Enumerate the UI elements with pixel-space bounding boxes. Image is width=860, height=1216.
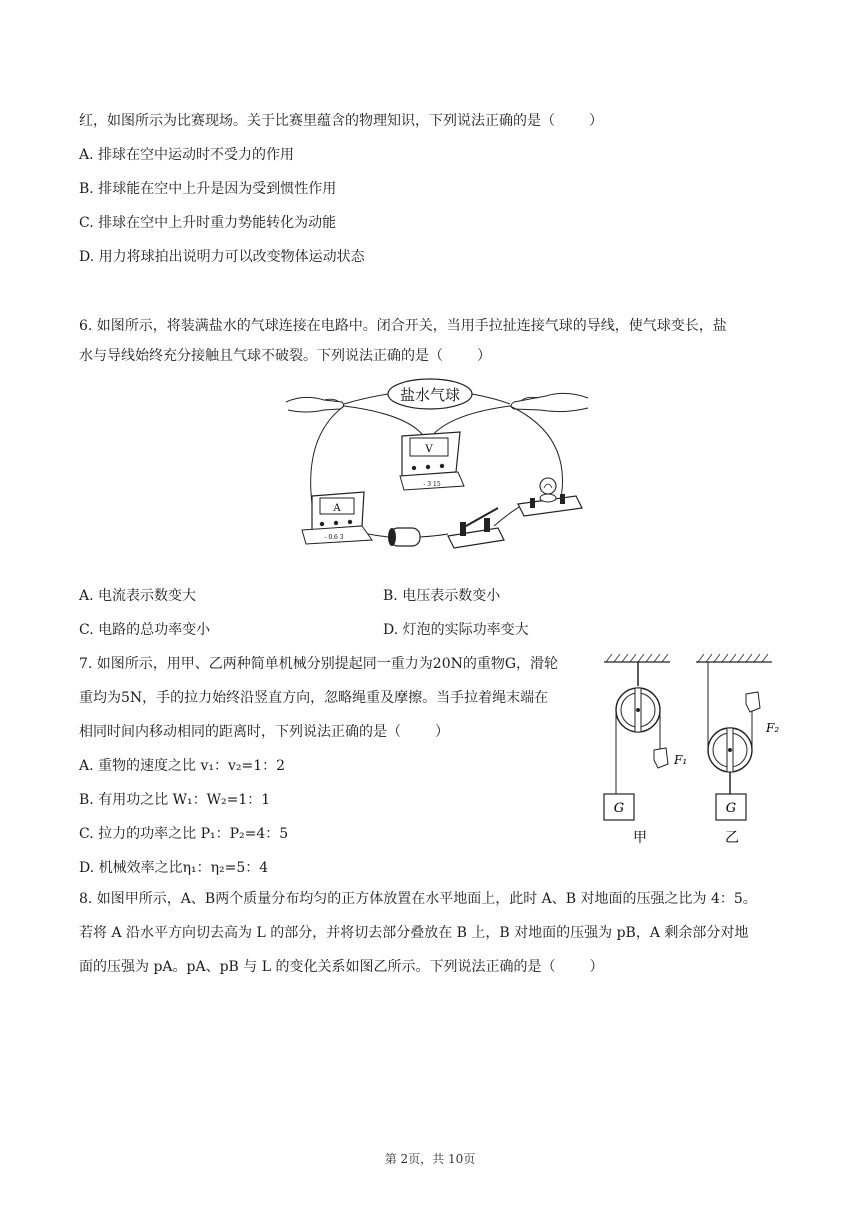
q5-option-b: B. 排球能在空中上升是因为受到惯性作用 bbox=[79, 181, 337, 197]
switch bbox=[448, 508, 504, 548]
figure-label-left: 甲 bbox=[633, 830, 647, 846]
hand-icon bbox=[654, 748, 668, 768]
q8-stem-line1: 8. 如图甲所示，A、B两个质量分布均匀的正方体放置在水平地面上，此时 A、B 对地面的压强之比为 4：5。 bbox=[79, 891, 757, 907]
q6-option-c: C. 电路的总功率变小 bbox=[79, 622, 211, 638]
q5-option-c: C. 排球在空中上升时重力势能转化为动能 bbox=[79, 215, 337, 231]
q6-circuit-figure bbox=[284, 376, 590, 552]
voltmeter-label: V bbox=[425, 444, 433, 455]
q7-stem-line1: 7. 如图所示，用甲、乙两种简单机械分别提起同一重力为20N的重物G，滑轮 bbox=[79, 656, 559, 672]
hand-icon bbox=[746, 692, 760, 712]
page-footer: 第 2页，共 10页 bbox=[384, 1152, 476, 1166]
q6-stem-line1: 6. 如图所示，将装满盐水的气球连接在电路中。闭合开关，当用手拉扯连接气球的导线，使气球变长，盐 bbox=[79, 318, 727, 334]
q6-stem-line2: 水与导线始终充分接触且气球不破裂。下列说法正确的是（ ） bbox=[79, 348, 491, 364]
voltmeter-scale: - 3 15 bbox=[423, 481, 441, 488]
q5-option-d: D. 用力将球拍出说明力可以改变物体运动状态 bbox=[79, 249, 365, 265]
q6-option-a: A. 电流表示数变大 bbox=[79, 588, 197, 604]
right-hand-icon bbox=[511, 393, 588, 411]
q7-stem-line2: 重均为5N，手的拉力始终沿竖直方向，忽略绳重及摩擦。当手拉着绳末端在 bbox=[79, 690, 549, 706]
ammeter bbox=[302, 492, 372, 544]
voltmeter bbox=[400, 432, 464, 490]
battery bbox=[388, 528, 420, 546]
figure-label-right: 乙 bbox=[725, 830, 739, 846]
q7-option-a: A. 重物的速度之比 v₁：v₂=1：2 bbox=[79, 758, 286, 774]
force-f1-label: F₁ bbox=[674, 753, 688, 767]
q5-stem: 红，如图所示为比赛现场。关于比赛里蕴含的物理知识，下列说法正确的是（ ） bbox=[79, 113, 603, 129]
q7-option-b: B. 有用功之比 W₁：W₂=1：1 bbox=[79, 792, 271, 808]
q6-option-d: D. 灯泡的实际功率变大 bbox=[383, 622, 529, 638]
movable-pulley bbox=[708, 728, 752, 772]
light-bulb bbox=[518, 478, 582, 516]
force-f2-label: F₂ bbox=[766, 721, 780, 735]
balloon-label: 盐水气球 bbox=[399, 386, 461, 404]
q8-stem-line3: 面的压强为 pA。pA、pB 与 L 的变化关系如图乙所示。下列说法正确的是（ ） bbox=[79, 959, 604, 975]
q7-pulley-figure bbox=[600, 652, 780, 848]
fixed-pulley bbox=[616, 662, 660, 732]
left-hand-icon bbox=[286, 397, 344, 412]
q6-option-b: B. 电压表示数变小 bbox=[383, 588, 501, 604]
q8-stem-line2: 若将 A 沿水平方向切去高为 L 的部分，并将切去部分叠放在 B 上，B 对地面的压强为 pB，A 剩余部分对地 bbox=[79, 925, 749, 941]
q7-option-d: D. 机械效率之比η₁：η₂=5：4 bbox=[79, 860, 269, 876]
weight-label-right: G bbox=[725, 801, 737, 816]
weight-label-left: G bbox=[613, 801, 625, 816]
ammeter-scale: - 0.6 3 bbox=[324, 534, 344, 541]
ammeter-label: A bbox=[333, 503, 341, 514]
q5-option-a: A. 排球在空中运动时不受力的作用 bbox=[79, 147, 295, 163]
q7-option-c: C. 拉力的功率之比 P₁：P₂=4：5 bbox=[79, 826, 289, 842]
q7-stem-line3: 相同时间内移动相同的距离时，下列说法正确的是（ ） bbox=[79, 724, 449, 740]
